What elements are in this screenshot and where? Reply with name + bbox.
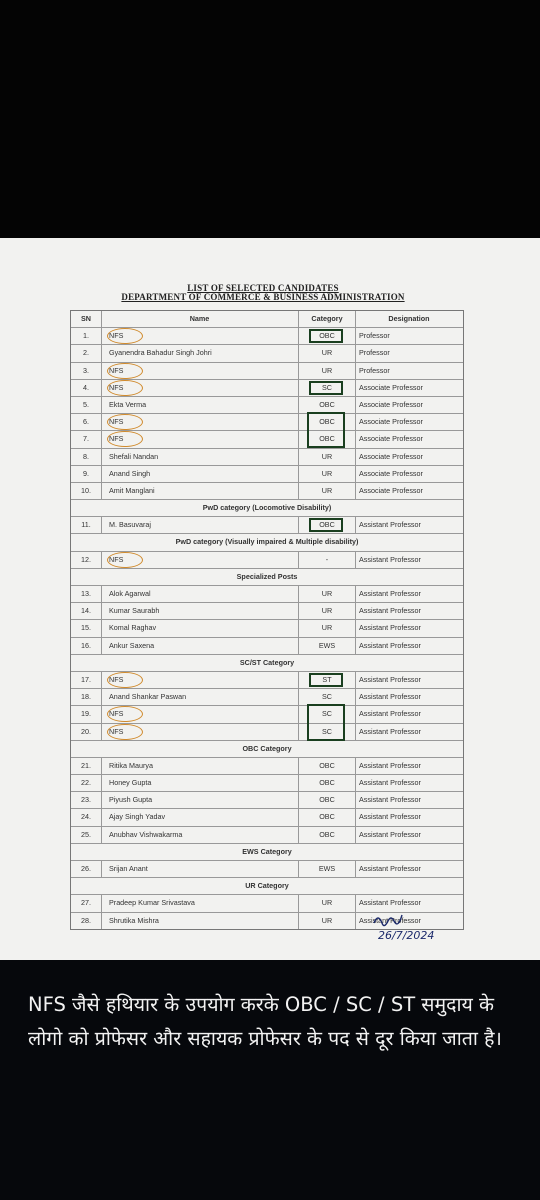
cell-designation: Assistant Professor bbox=[359, 520, 421, 530]
candidates-table bbox=[70, 310, 464, 930]
cell-category: UR bbox=[299, 449, 356, 465]
table-row bbox=[71, 448, 463, 465]
cell-name: Gyanendra Bahadur Singh Johri bbox=[101, 345, 299, 361]
cell-designation: Associate Professor bbox=[359, 485, 423, 495]
table-section-heading bbox=[71, 843, 463, 860]
section-label: SC/ST Category bbox=[239, 657, 295, 667]
cell-category: OBC bbox=[299, 827, 356, 843]
cell-sn: 12. bbox=[71, 552, 102, 568]
cell-category: SC bbox=[299, 706, 356, 722]
cell-designation: Assistant Professor bbox=[359, 829, 421, 839]
cell-sn: 24. bbox=[71, 809, 102, 825]
cell-designation: Associate Professor bbox=[359, 451, 423, 461]
table-row bbox=[71, 705, 463, 722]
document-sheet bbox=[58, 270, 468, 925]
cell-sn: 8. bbox=[71, 449, 102, 465]
cell-designation: Assistant Professor bbox=[359, 692, 421, 702]
cell-name: Ritika Maurya bbox=[101, 758, 299, 774]
cell-category: ST bbox=[299, 672, 356, 688]
cell-sn: 19. bbox=[71, 706, 102, 722]
table-row bbox=[71, 602, 463, 619]
green-box-annotation bbox=[309, 329, 343, 343]
cell-sn: 10. bbox=[71, 483, 102, 499]
cell-name: Anand Singh bbox=[101, 466, 299, 482]
table-row bbox=[71, 619, 463, 636]
cell-designation: Assistant Professor bbox=[359, 709, 421, 719]
table-row bbox=[71, 482, 463, 499]
cell-designation: Assistant Professor bbox=[359, 760, 421, 770]
cell-name: Ekta Verma bbox=[101, 397, 299, 413]
cell-name: Anubhav Vishwakarma bbox=[101, 827, 299, 843]
section-label: UR Category bbox=[245, 881, 289, 891]
cell-sn: 3. bbox=[71, 363, 102, 379]
signature-handwriting bbox=[370, 905, 460, 945]
table-row bbox=[71, 551, 463, 568]
cell-category: UR bbox=[299, 620, 356, 636]
cell-sn: 20. bbox=[71, 724, 102, 740]
orange-circle-annotation bbox=[107, 724, 143, 740]
cell-name: NFS bbox=[101, 724, 299, 740]
cell-name: Ankur Saxena bbox=[101, 638, 299, 654]
cell-category: EWS bbox=[299, 638, 356, 654]
cell-sn: 13. bbox=[71, 586, 102, 602]
cell-name: Pradeep Kumar Srivastava bbox=[101, 895, 299, 911]
cell-designation: Assistant Professor bbox=[359, 778, 421, 788]
section-label: OBC Category bbox=[242, 743, 292, 753]
green-box-annotation bbox=[309, 381, 343, 395]
cell-designation: Assistant Professor bbox=[359, 898, 421, 908]
cell-name: Shrutika Mishra bbox=[101, 913, 299, 929]
table-row bbox=[71, 327, 463, 344]
green-box-annotation bbox=[309, 673, 343, 687]
cell-designation: Assistant Professor bbox=[359, 726, 421, 736]
cell-designation: Assistant Professor bbox=[359, 864, 421, 873]
cell-sn: 22. bbox=[71, 775, 102, 791]
cell-designation: Associate Professor bbox=[359, 399, 423, 409]
cell-sn: 18. bbox=[71, 689, 102, 705]
cell-category: UR bbox=[299, 603, 356, 619]
section-label: PwD category (Visually impaired & Multiple disability) bbox=[175, 537, 359, 547]
table-row bbox=[71, 413, 463, 430]
cell-designation: Associate Professor bbox=[359, 468, 423, 478]
document-department: DEPARTMENT OF COMMERCE & BUSINESS ADMINISTRATION bbox=[121, 292, 405, 302]
header-category: Category bbox=[299, 311, 356, 327]
cell-category: SC bbox=[299, 724, 356, 740]
cell-category: SC bbox=[299, 689, 356, 705]
section-label: EWS Category bbox=[242, 846, 292, 856]
cell-name: NFS bbox=[101, 431, 299, 447]
caption-text: NFS जैसे हथियार के उपयोग करके OBC / SC / ST समुदाय के लोगो को प्रोफेसर और सहायक प्रोफेसर के पद से दूर किया जाता है। bbox=[28, 993, 502, 1050]
cell-designation: Associate Professor bbox=[359, 417, 423, 427]
cell-designation: Assistant Professor bbox=[359, 554, 421, 564]
table-section-heading bbox=[71, 568, 463, 585]
table-header-row bbox=[71, 311, 463, 327]
cell-sn: 2. bbox=[71, 345, 102, 361]
cell-designation: Professor bbox=[359, 348, 390, 358]
cell-name: NFS bbox=[101, 414, 299, 430]
cell-designation: Assistant Professor bbox=[359, 795, 421, 805]
cell-sn: 26. bbox=[71, 861, 102, 877]
cell-name: Shefali Nandan bbox=[101, 449, 299, 465]
cell-category: UR bbox=[299, 483, 356, 499]
cell-sn: 15. bbox=[71, 620, 102, 636]
cell-designation: Associate Professor bbox=[359, 434, 423, 444]
table-row bbox=[71, 671, 463, 688]
cell-sn: 27. bbox=[71, 895, 102, 911]
cell-designation: Assistant Professor bbox=[359, 812, 421, 822]
cell-designation: Assistant Professor bbox=[359, 640, 421, 650]
cell-sn: 14. bbox=[71, 603, 102, 619]
cell-name: NFS bbox=[101, 380, 299, 396]
table-row bbox=[71, 362, 463, 379]
table-section-heading bbox=[71, 877, 463, 894]
cell-sn: 28. bbox=[71, 913, 102, 929]
header-name: Name bbox=[101, 311, 299, 327]
cell-sn: 5. bbox=[71, 397, 102, 413]
cell-name: NFS bbox=[101, 672, 299, 688]
top-dark-area bbox=[0, 0, 540, 238]
orange-circle-annotation bbox=[107, 363, 143, 379]
cell-category: OBC bbox=[299, 775, 356, 791]
table-row bbox=[71, 860, 463, 877]
table-row bbox=[71, 585, 463, 602]
table-row bbox=[71, 516, 463, 533]
table-section-heading bbox=[71, 654, 463, 671]
cell-name: NFS bbox=[101, 363, 299, 379]
header-designation: Designation bbox=[388, 314, 430, 323]
cell-category: UR bbox=[299, 895, 356, 911]
table-row bbox=[71, 723, 463, 740]
cell-designation: Assistant Professor bbox=[359, 623, 421, 633]
table-section-heading bbox=[71, 533, 463, 550]
cell-sn: 16. bbox=[71, 638, 102, 654]
cell-category: UR bbox=[299, 913, 356, 929]
table-section-heading bbox=[71, 499, 463, 516]
cell-category: SC bbox=[299, 380, 356, 396]
green-box-annotation bbox=[307, 412, 345, 448]
cell-category: UR bbox=[299, 466, 356, 482]
cell-sn: 21. bbox=[71, 758, 102, 774]
cell-sn: 25. bbox=[71, 827, 102, 843]
cell-sn: 11. bbox=[71, 517, 102, 533]
cell-name: Srijan Anant bbox=[101, 861, 299, 877]
table-row bbox=[71, 379, 463, 396]
cell-designation: Assistant Professor bbox=[359, 674, 421, 684]
table-row bbox=[71, 791, 463, 808]
table-row bbox=[71, 808, 463, 825]
cell-category: OBC bbox=[299, 414, 356, 430]
cell-category: UR bbox=[299, 586, 356, 602]
cell-sn: 4. bbox=[71, 380, 102, 396]
cell-name: Ajay Singh Yadav bbox=[101, 809, 299, 825]
cell-category: OBC bbox=[299, 431, 356, 447]
table-row bbox=[71, 396, 463, 413]
cell-name: NFS bbox=[101, 706, 299, 722]
cell-designation: Assistant Professor bbox=[359, 915, 421, 925]
table-section-heading bbox=[71, 740, 463, 757]
cell-name: Honey Gupta bbox=[101, 775, 299, 791]
cell-designation: Professor bbox=[359, 331, 390, 341]
cell-category: EWS bbox=[299, 861, 356, 877]
cell-designation: Assistant Professor bbox=[359, 606, 421, 616]
table-row bbox=[71, 344, 463, 361]
header-sn: SN bbox=[71, 311, 102, 327]
cell-category: UR bbox=[299, 363, 356, 379]
cell-category: - bbox=[299, 552, 356, 568]
cell-name: Kumar Saurabh bbox=[101, 603, 299, 619]
cell-category: OBC bbox=[299, 758, 356, 774]
table-row bbox=[71, 826, 463, 843]
cell-designation: Assistant Professor bbox=[359, 589, 421, 598]
cell-category: OBC bbox=[299, 809, 356, 825]
cell-designation: Professor bbox=[359, 365, 390, 375]
orange-circle-annotation bbox=[107, 552, 143, 568]
green-box-annotation bbox=[309, 518, 343, 532]
cell-category: UR bbox=[299, 345, 356, 361]
section-label: PwD category (Locomotive Disability) bbox=[202, 503, 332, 513]
table-row bbox=[71, 637, 463, 654]
signature-date: 26/7/2024 bbox=[378, 929, 435, 942]
cell-name: Alok Agarwal bbox=[101, 586, 299, 602]
document-title: LIST OF SELECTED CANDIDATES bbox=[187, 283, 339, 293]
cell-sn: 1. bbox=[71, 328, 102, 344]
cell-sn: 23. bbox=[71, 792, 102, 808]
table-row bbox=[71, 757, 463, 774]
cell-category: OBC bbox=[299, 397, 356, 413]
orange-circle-annotation bbox=[107, 672, 143, 688]
cell-name: NFS bbox=[101, 552, 299, 568]
cell-name: M. Basuvaraj bbox=[101, 517, 299, 533]
post-caption bbox=[0, 960, 540, 1200]
cell-name: Komal Raghav bbox=[101, 620, 299, 636]
orange-circle-annotation bbox=[107, 380, 143, 396]
cell-category: OBC bbox=[299, 517, 356, 533]
table-row bbox=[71, 430, 463, 447]
cell-name: NFS bbox=[101, 328, 299, 344]
cell-category: OBC bbox=[299, 328, 356, 344]
table-row bbox=[71, 688, 463, 705]
table-row bbox=[71, 774, 463, 791]
cell-designation: Associate Professor bbox=[359, 382, 423, 392]
cell-name: Piyush Gupta bbox=[101, 792, 299, 808]
table-row bbox=[71, 465, 463, 482]
section-label: Specialized Posts bbox=[236, 571, 298, 581]
cell-sn: 6. bbox=[71, 414, 102, 430]
cell-sn: 9. bbox=[71, 466, 102, 482]
cell-category: OBC bbox=[299, 792, 356, 808]
cell-sn: 17. bbox=[71, 672, 102, 688]
green-box-annotation bbox=[307, 704, 345, 741]
cell-name: Anand Shankar Paswan bbox=[101, 689, 299, 705]
cell-sn: 7. bbox=[71, 431, 102, 447]
cell-name: Amit Manglani bbox=[101, 483, 299, 499]
